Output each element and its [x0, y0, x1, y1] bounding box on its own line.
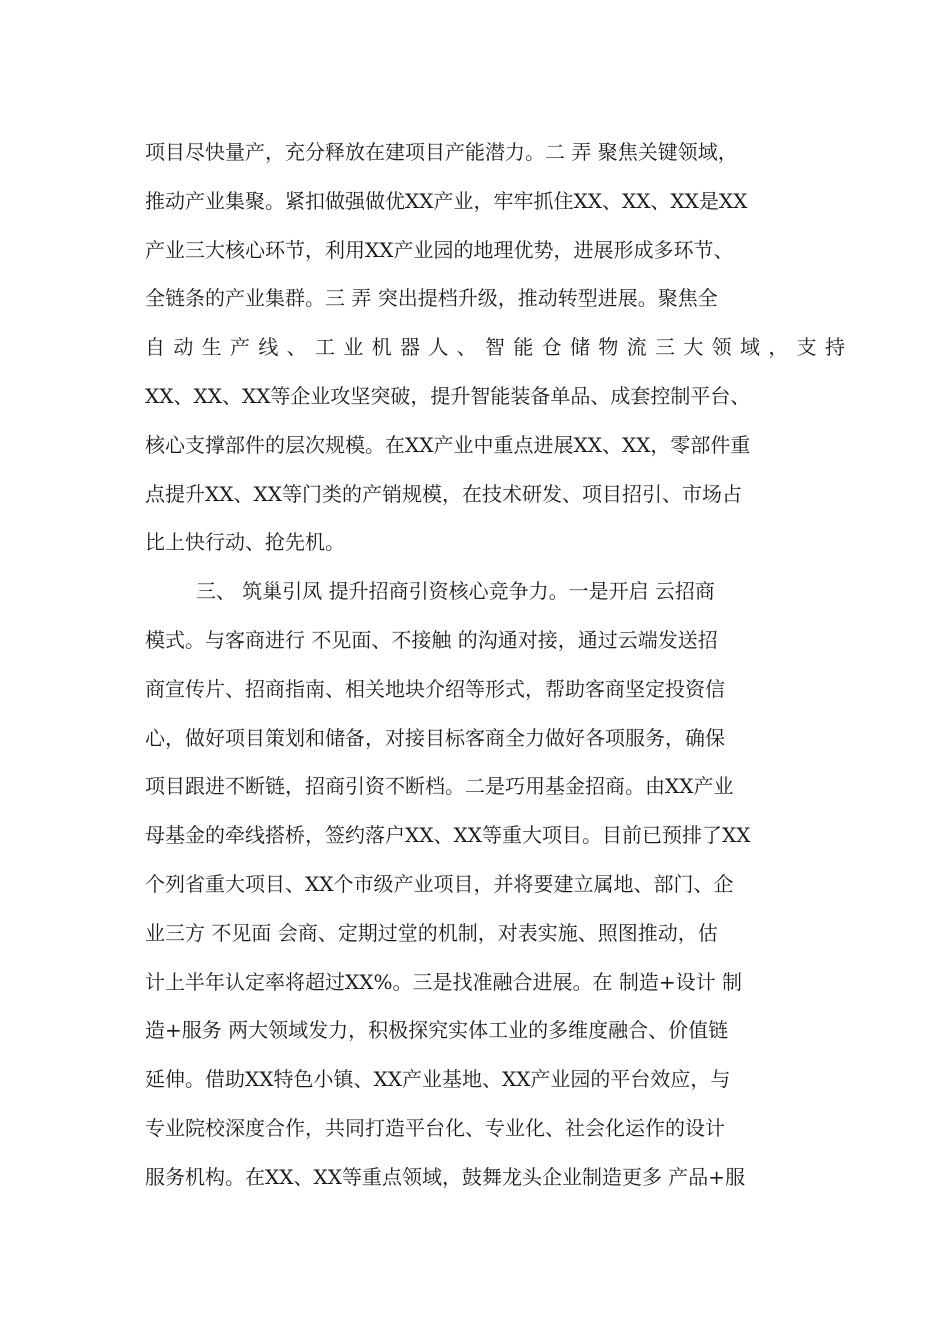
text-line: 服务机构。在XX、XX等重点领域，鼓舞龙头企业制造更多 产品+服 — [145, 1164, 746, 1189]
text-line: 全链条的产业集群。三 弄 突出提档升级，推动转型进展。聚焦全 — [145, 286, 718, 311]
text-line: 业三方 不见面 会商、定期过堂的机制，对表实施、照图推动，估 — [145, 920, 718, 945]
text-line: 计上半年认定率将超过XX%。三是找准融合进展。在 制造+设计 制 — [145, 969, 742, 994]
text-line: 商宣传片、招商指南、相关地块介绍等形式，帮助客商坚定投资信 — [145, 676, 725, 701]
body-text — [145, 128, 845, 1202]
text-line: 比上快行动、抢先机。 — [145, 530, 345, 555]
text-line: 母基金的牵线搭桥，签约落户XX、XX等重大项目。目前已预排了XX — [145, 823, 751, 848]
text-line: XX、XX、XX等企业攻坚突破，提升智能装备单品、成套控制平台、 — [145, 383, 751, 408]
text-line: 产业三大核心环节，利用XX产业园的地理优势，进展形成多环节、 — [145, 237, 734, 262]
text-line: 个列省重大项目、XX个市级产业项目，并将要建立属地、部门、企 — [145, 871, 734, 896]
text-line: 项目跟进不断链，招商引资不断档。二是巧用基金招商。由XX产业 — [145, 774, 734, 799]
text-line: 专业院校深度合作，共同打造平台化、专业化、社会化运作的设计 — [145, 1115, 725, 1140]
text-line: 项目尽快量产，充分释放在建项目产能潜力。二 弄 聚焦关键领域， — [145, 140, 738, 164]
text-line: 自动生产线、工业机器人、智能仓储物流三大领域，支持 — [145, 335, 845, 360]
text-line: 造+服务 两大领域发力，积极探究实体工业的多维度融合、价值链 — [145, 1018, 729, 1043]
text-line: 核心支撑部件的层次规模。在XX产业中重点进展XX、XX，零部件重 — [145, 432, 751, 457]
text-line: 模式。与客商进行 不见面、不接触 的沟通对接，通过云端发送招 — [145, 627, 718, 652]
section-heading-line: 三、 筑巢引凤 提升招商引资核心竞争力。一是开启 云招商 — [145, 579, 715, 604]
text-line: 推动产业集聚。紧扣做强做优XX产业，牢牢抓住XX、XX、XX是XX — [145, 188, 748, 213]
text-line: 延伸。借助XX特色小镇、XX产业基地、XX产业园的平台效应，与 — [145, 1067, 731, 1092]
text-line: 点提升XX、XX等门类的产销规模，在技术研发、项目招引、市场占 — [145, 481, 742, 506]
text-line: 心，做好项目策划和储备，对接目标客商全力做好各项服务，确保 — [145, 725, 725, 750]
